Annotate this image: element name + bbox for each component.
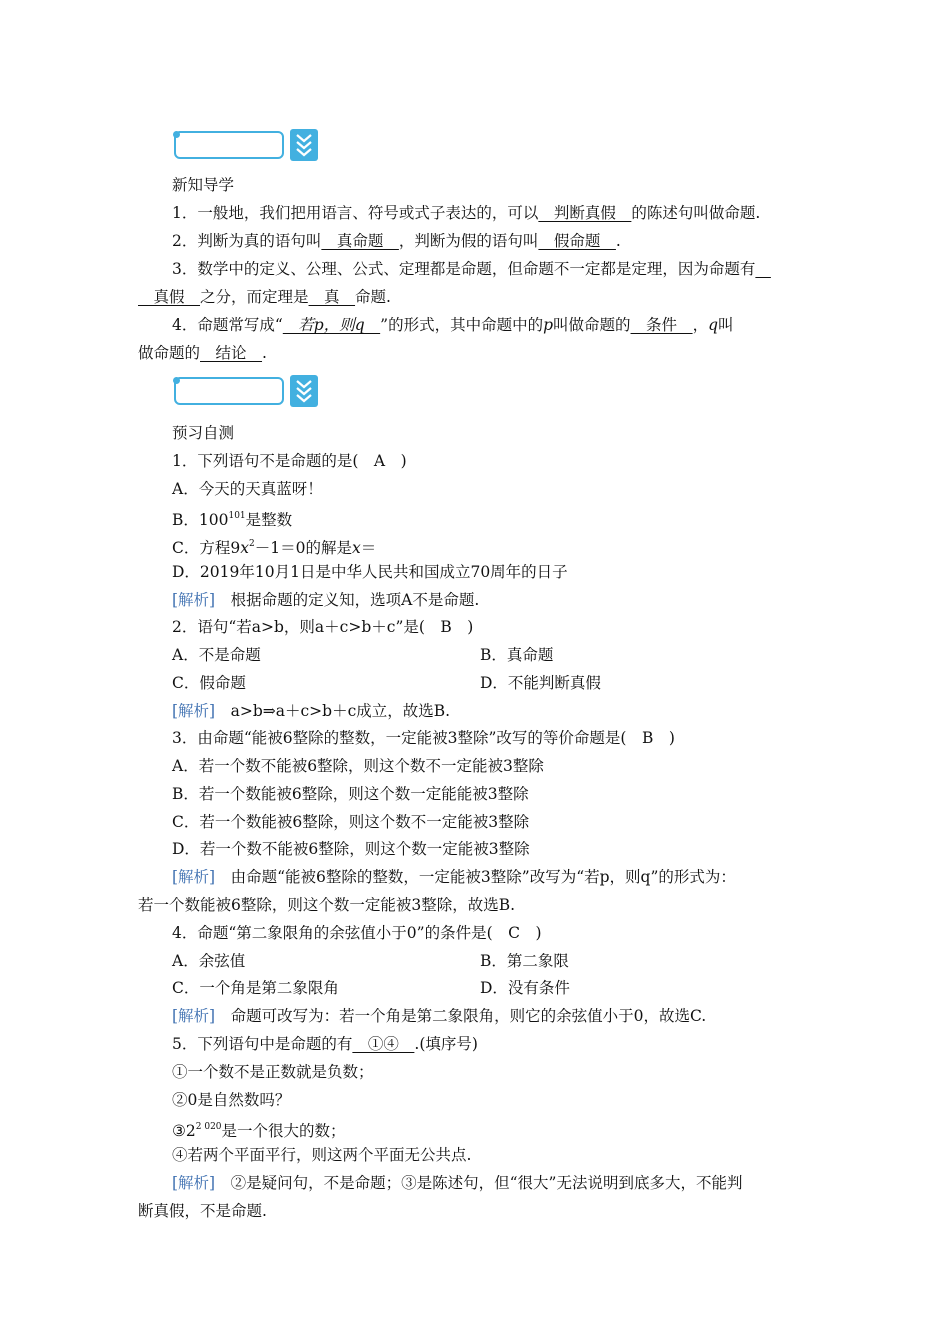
paragraph-4: 4．命题常写成“ 若p，则q ”的形式，其中命题中的p叫做命题的 条件 ，q叫 — [172, 316, 734, 334]
section-title: 预习自测 — [172, 424, 235, 442]
question-5: 5．下列语句中是命题的有 ①④ .(填序号) — [172, 1035, 478, 1053]
answer-blank: ①④ — [352, 1035, 415, 1053]
option: A．余弦值 — [172, 952, 246, 970]
answer-blank: 判断真假 — [538, 204, 632, 222]
answer-blank: 条件 — [630, 316, 693, 334]
option: D．不能判断真假 — [480, 674, 601, 692]
option: B．$100^{101}$是整数 — [172, 511, 293, 529]
solution: [解析] 由命题“能被6整除的整数，一定能被3整除”改写为“若p，则q”的形式为： — [172, 868, 736, 886]
option: A．今天的天真蓝呀！ — [172, 480, 323, 498]
answer-blank: 真 — [308, 288, 356, 306]
option: A．不是命题 — [172, 646, 261, 664]
answer-blank: 真假 — [138, 288, 201, 306]
option: C．若一个数能被6整除，则这个数不一定能被3整除 — [172, 813, 530, 831]
statement: ④若两个平面平行，则这两个平面无公共点. — [172, 1146, 472, 1164]
solution-tag: [解析] — [172, 1174, 216, 1192]
paragraph-3-cont: 真假 之分，而定理是 真 命题. — [138, 288, 391, 306]
paragraph-2: 2．判断为真的语句叫 真命题 ，判断为假的语句叫 假命题 . — [172, 232, 621, 250]
statement: $③2^{2 020}$是一个很大的数； — [172, 1122, 346, 1140]
header-frame — [174, 377, 284, 405]
solution-tag: [解析] — [172, 868, 216, 886]
solution: [解析] 根据命题的定义知，选项A不是命题. — [172, 591, 480, 609]
question-2: 2．语句“若a>b，则a＋c>b＋c”是( B ) — [172, 618, 474, 636]
answer-blank — [755, 260, 771, 278]
answer-blank: 若p，则q — [282, 316, 381, 334]
paragraph-3: 3．数学中的定义、公理、公式、定理都是命题，但命题不一定都是定理，因为命题有 — [172, 259, 771, 279]
solution: [解析] ②是疑问句，不是命题；③是陈述句，但“很大”无法说明到底多大，不能判 — [172, 1174, 743, 1192]
option: A．若一个数不能被6整除，则这个数不一定能被3整除 — [172, 757, 544, 775]
header-dot — [173, 131, 180, 138]
answer-blank: 真命题 — [321, 232, 399, 250]
option: C．假命题 — [172, 674, 246, 692]
option: C．一个角是第二象限角 — [172, 979, 339, 997]
header-dot — [173, 377, 180, 384]
section-title: 新知导学 — [172, 176, 235, 194]
paragraph-4-cont: 做命题的 结论 . — [138, 344, 267, 362]
option: B．真命题 — [480, 646, 554, 664]
question-1: 1．下列语句不是命题的是( A ) — [172, 452, 407, 470]
option: D．没有条件 — [480, 979, 570, 997]
double-chevron-down-icon — [290, 375, 318, 407]
option: D．若一个数不能被6整除，则这个数一定能被3整除 — [172, 840, 530, 858]
answer-blank: 假命题 — [538, 232, 616, 250]
solution-cont: 若一个数能被6整除，则这个数一定能被3整除，故选B. — [138, 896, 516, 914]
solution-cont: 断真假，不是命题. — [138, 1202, 267, 1220]
header-frame — [174, 131, 284, 159]
statement: ②0是自然数吗？ — [172, 1091, 291, 1109]
double-chevron-down-icon — [290, 129, 318, 161]
solution: [解析] a>b⇒a＋c>b＋c成立，故选B. — [172, 702, 451, 720]
solution: [解析] 命题可改写为：若一个角是第二象限角，则它的余弦值小于0，故选C. — [172, 1007, 707, 1025]
question-4: 4．命题“第二象限角的余弦值小于0”的条件是( C ) — [172, 924, 542, 942]
option: C．方程$9x^2-1=0$的解是x＝ — [172, 539, 377, 557]
option: D．2019年10月1日是中华人民共和国成立70周年的日子 — [172, 563, 568, 581]
paragraph-1: 1．一般地，我们把用语言、符号或式子表达的，可以 判断真假 的陈述句叫做命题. — [172, 204, 761, 222]
option: B．若一个数能被6整除，则这个数一定能能被3整除 — [172, 785, 529, 803]
question-3: 3．由命题“能被6整除的整数，一定能被3整除”改写的等价命题是( B ) — [172, 729, 675, 747]
section-header-graphic — [174, 129, 319, 163]
option: B．第二象限 — [480, 952, 569, 970]
statement: ①一个数不是正数就是负数； — [172, 1063, 374, 1081]
solution-tag: [解析] — [172, 1007, 216, 1025]
answer-blank: 结论 — [200, 344, 263, 362]
solution-tag: [解析] — [172, 702, 216, 720]
solution-tag: [解析] — [172, 591, 216, 609]
section-header-graphic — [174, 375, 319, 409]
